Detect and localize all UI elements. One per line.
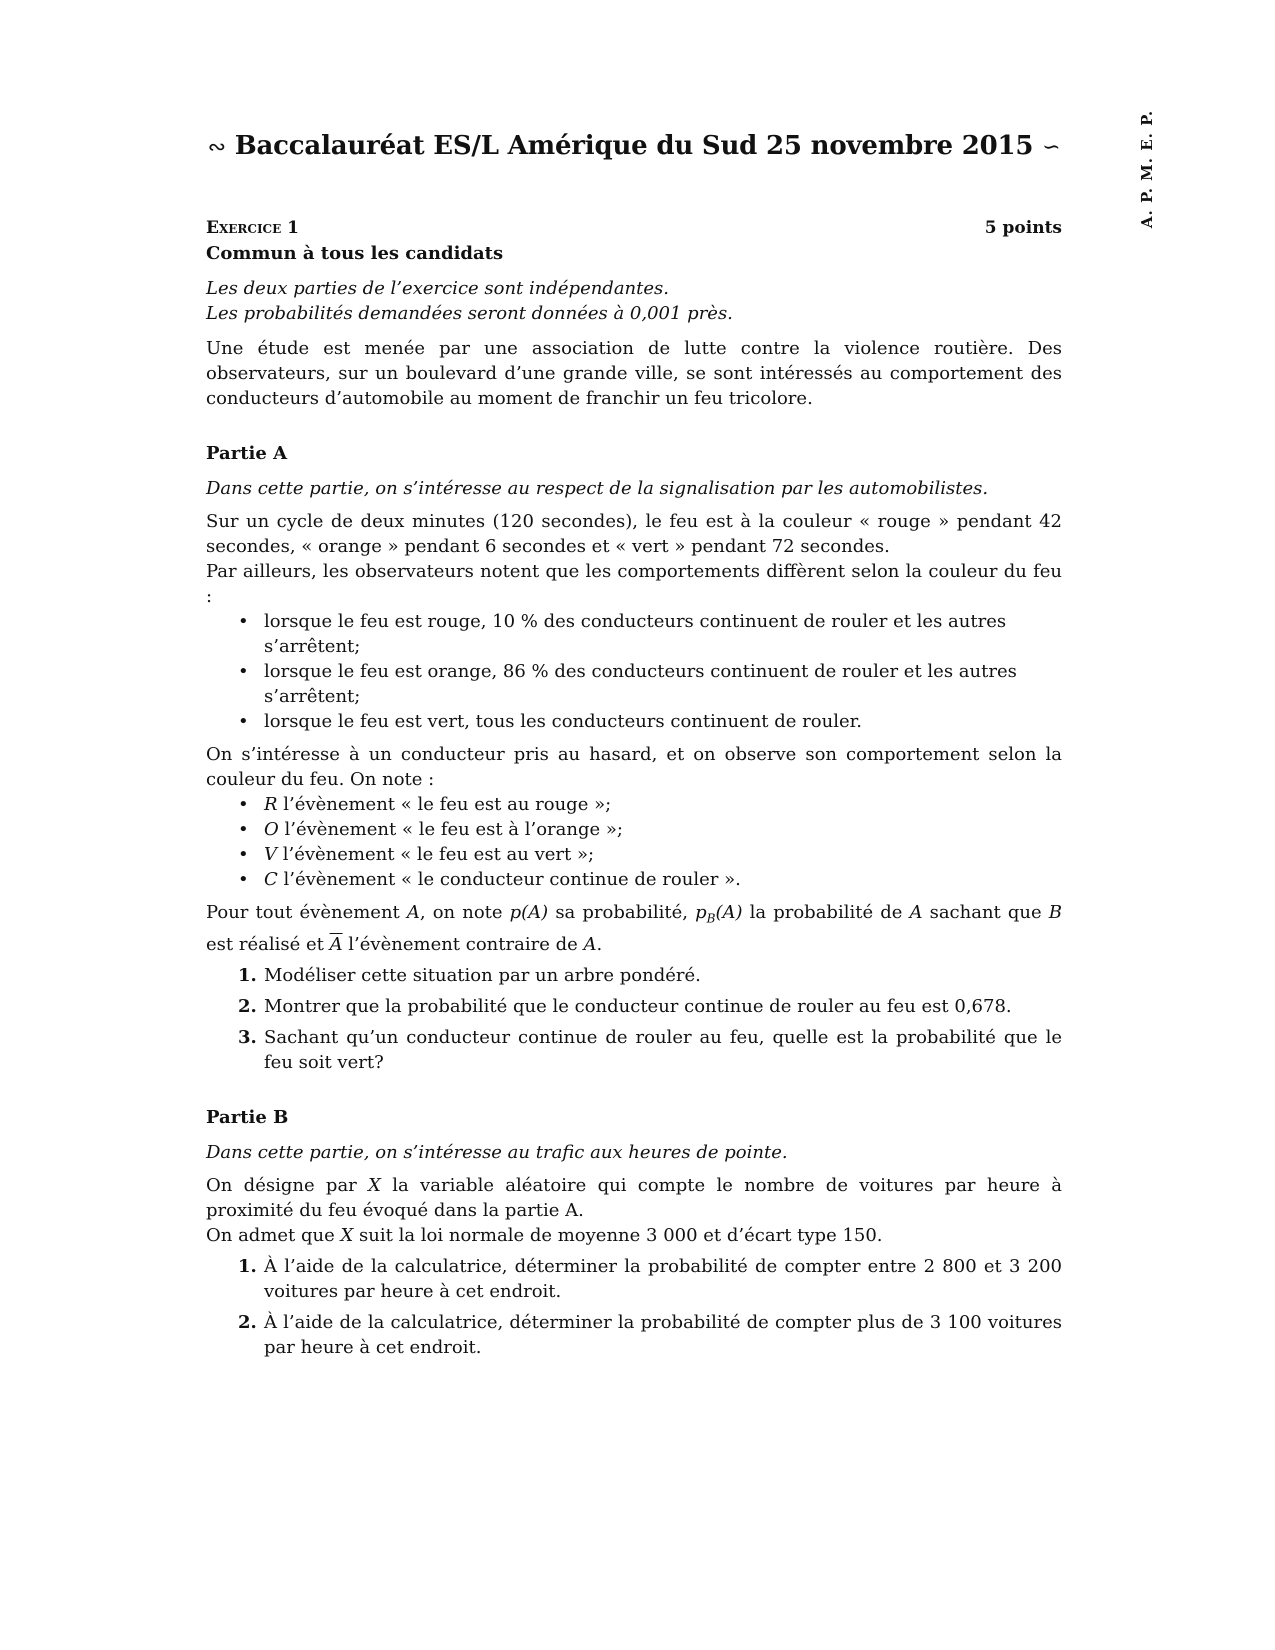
part-b-questions: [206, 1254, 1062, 1360]
list-item: [238, 867, 1062, 892]
question-text: Modéliser cette situation par un arbre pondéré.: [264, 964, 701, 986]
exercise-header: [206, 216, 1062, 241]
event-symbol: C: [264, 869, 278, 890]
math-symbol: X: [368, 1174, 381, 1196]
text-run: On désigne par: [206, 1174, 369, 1196]
list-item: • lorsque le feu est orange, 86 % des conducteurs continuent de rouler et les autres s’arrêtent;: [238, 659, 1062, 709]
question-text: Sachant qu’un conducteur continue de rouler au feu, quelle est la probabilité que le feu soit vert?: [264, 1026, 1062, 1073]
list-item: [238, 792, 1062, 817]
page-title: [206, 130, 1062, 164]
text-run: l’évènement contraire de: [342, 933, 584, 955]
text-run: .: [596, 933, 603, 955]
text-run: la probabilité de: [742, 902, 910, 923]
part-a-paragraph-1: Sur un cycle de deux minutes (120 secondes), le feu est à la couleur « rouge » pendant 42 secondes, « orange » pendant 6 secondes et « vert » pendant 72 secondes.: [206, 511, 1062, 557]
event-symbol: V: [264, 844, 277, 865]
text-run: Pour tout évènement: [206, 902, 407, 923]
part-a-paragraph-2: Par ailleurs, les observateurs notent que les comportements diffèrent selon la couleur du feu :: [206, 561, 1062, 607]
part-a-paragraph-3: On s’intéresse à un conducteur pris au hasard, et on observe son comportement selon la couleur du feu. On note :: [206, 744, 1062, 790]
math-symbol: A: [583, 933, 597, 955]
event-text: l’évènement « le conducteur continue de rouler ».: [277, 869, 741, 890]
title-text: Baccalauréat ES/L Amérique du Sud 25 novembre 2015: [234, 131, 1034, 161]
math-symbol: B: [1048, 902, 1062, 923]
event-text: l’évènement « le feu est au vert »;: [277, 844, 595, 865]
text-run: la variable aléatoire qui compte le nombre de voitures par heure à proximité du feu évoqué dans la partie A.: [206, 1174, 1062, 1221]
question-text: À l’aide de la calculatrice, déterminer la probabilité de compter entre 2 800 et 3 200 voitures par heure à cet endroit.: [264, 1255, 1062, 1302]
exercise-label: Exercice 1: [206, 218, 299, 238]
question-number: 2.: [238, 995, 257, 1017]
math-symbol: p(A): [509, 902, 549, 923]
intro-paragraph: Une étude est menée par une association de lutte contre la violence routière. Des observateurs, sur un boulevard d’une grande ville, se sont intéressés au comportement des conducteurs d’automobile au moment de franchir un feu tricolore.: [206, 338, 1062, 409]
text-run: sa probabilité,: [548, 902, 696, 923]
event-symbol: O: [264, 819, 279, 840]
exercise-audience: Commun à tous les candidats: [206, 243, 504, 264]
part-b-lead: Dans cette partie, on s’intéresse au trafic aux heures de pointe.: [206, 1141, 788, 1163]
math-symbol: p: [695, 902, 707, 923]
list-item: • lorsque le feu est vert, tous les conducteurs continuent de rouler.: [238, 709, 1062, 734]
text-run: est réalisé et: [206, 933, 330, 955]
part-b-heading: Partie B: [206, 1106, 289, 1128]
question-item: [238, 963, 1062, 988]
question-text: Montrer que la probabilité que le conducteur continue de rouler au feu est 0,678.: [264, 995, 1012, 1017]
intro-italic-line-1: Les deux parties de l’exercice sont indépendantes.: [206, 278, 669, 299]
question-item: [238, 994, 1062, 1019]
part-a-questions: [206, 963, 1062, 1075]
text-run: On admet que: [206, 1224, 341, 1246]
notation-paragraph: [206, 900, 1062, 957]
behaviour-list: [206, 609, 1062, 734]
part-a-lead: Dans cette partie, on s’intéresse au respect de la signalisation par les automobilistes.: [206, 478, 989, 499]
event-text: l’évènement « le feu est à l’orange »;: [278, 819, 623, 840]
part-b-paragraph-1: [206, 1173, 1062, 1223]
math-symbol: A: [909, 902, 923, 923]
event-list: [206, 792, 1062, 892]
math-symbol: A: [406, 902, 420, 923]
math-symbol: X: [340, 1224, 354, 1246]
text-run: suit la loi normale de moyenne 3 000 et d’écart type 150.: [353, 1224, 883, 1246]
list-item: [238, 842, 1062, 867]
exercise-points: 5 points: [984, 218, 1062, 238]
math-symbol: (A): [715, 902, 743, 923]
question-item: [238, 1310, 1062, 1360]
text-run: , on note: [419, 902, 510, 923]
list-item: • lorsque le feu est rouge, 10 % des conducteurs continuent de rouler et les autres s’arrêtent;: [238, 609, 1062, 659]
document-page: [206, 120, 1062, 1360]
question-number: 3.: [238, 1026, 257, 1048]
question-item: [238, 1025, 1062, 1075]
side-label-apmep: A. P. M. E. P.: [1138, 109, 1156, 229]
math-symbol-complement: $\overline{A}$: [329, 933, 343, 955]
title-ornament-left-icon: ∾: [207, 135, 226, 160]
math-subscript: B: [706, 911, 716, 926]
event-text: l’évènement « le feu est au rouge »;: [277, 794, 612, 815]
title-ornament-right-icon: ∽: [1042, 135, 1061, 160]
question-number: 1.: [238, 1255, 257, 1277]
question-text: À l’aide de la calculatrice, déterminer la probabilité de compter plus de 3 100 voitures par heure à cet endroit.: [264, 1311, 1062, 1358]
event-symbol: R: [264, 794, 278, 815]
question-number: 2.: [238, 1311, 257, 1333]
text-run: sachant que: [922, 902, 1049, 923]
part-a-heading: Partie A: [206, 443, 288, 464]
question-item: [238, 1254, 1062, 1304]
question-number: 1.: [238, 964, 257, 986]
intro-italic-line-2: Les probabilités demandées seront données à 0,001 près.: [206, 303, 733, 324]
list-item: [238, 817, 1062, 842]
part-b-paragraph-2: [206, 1223, 1062, 1248]
